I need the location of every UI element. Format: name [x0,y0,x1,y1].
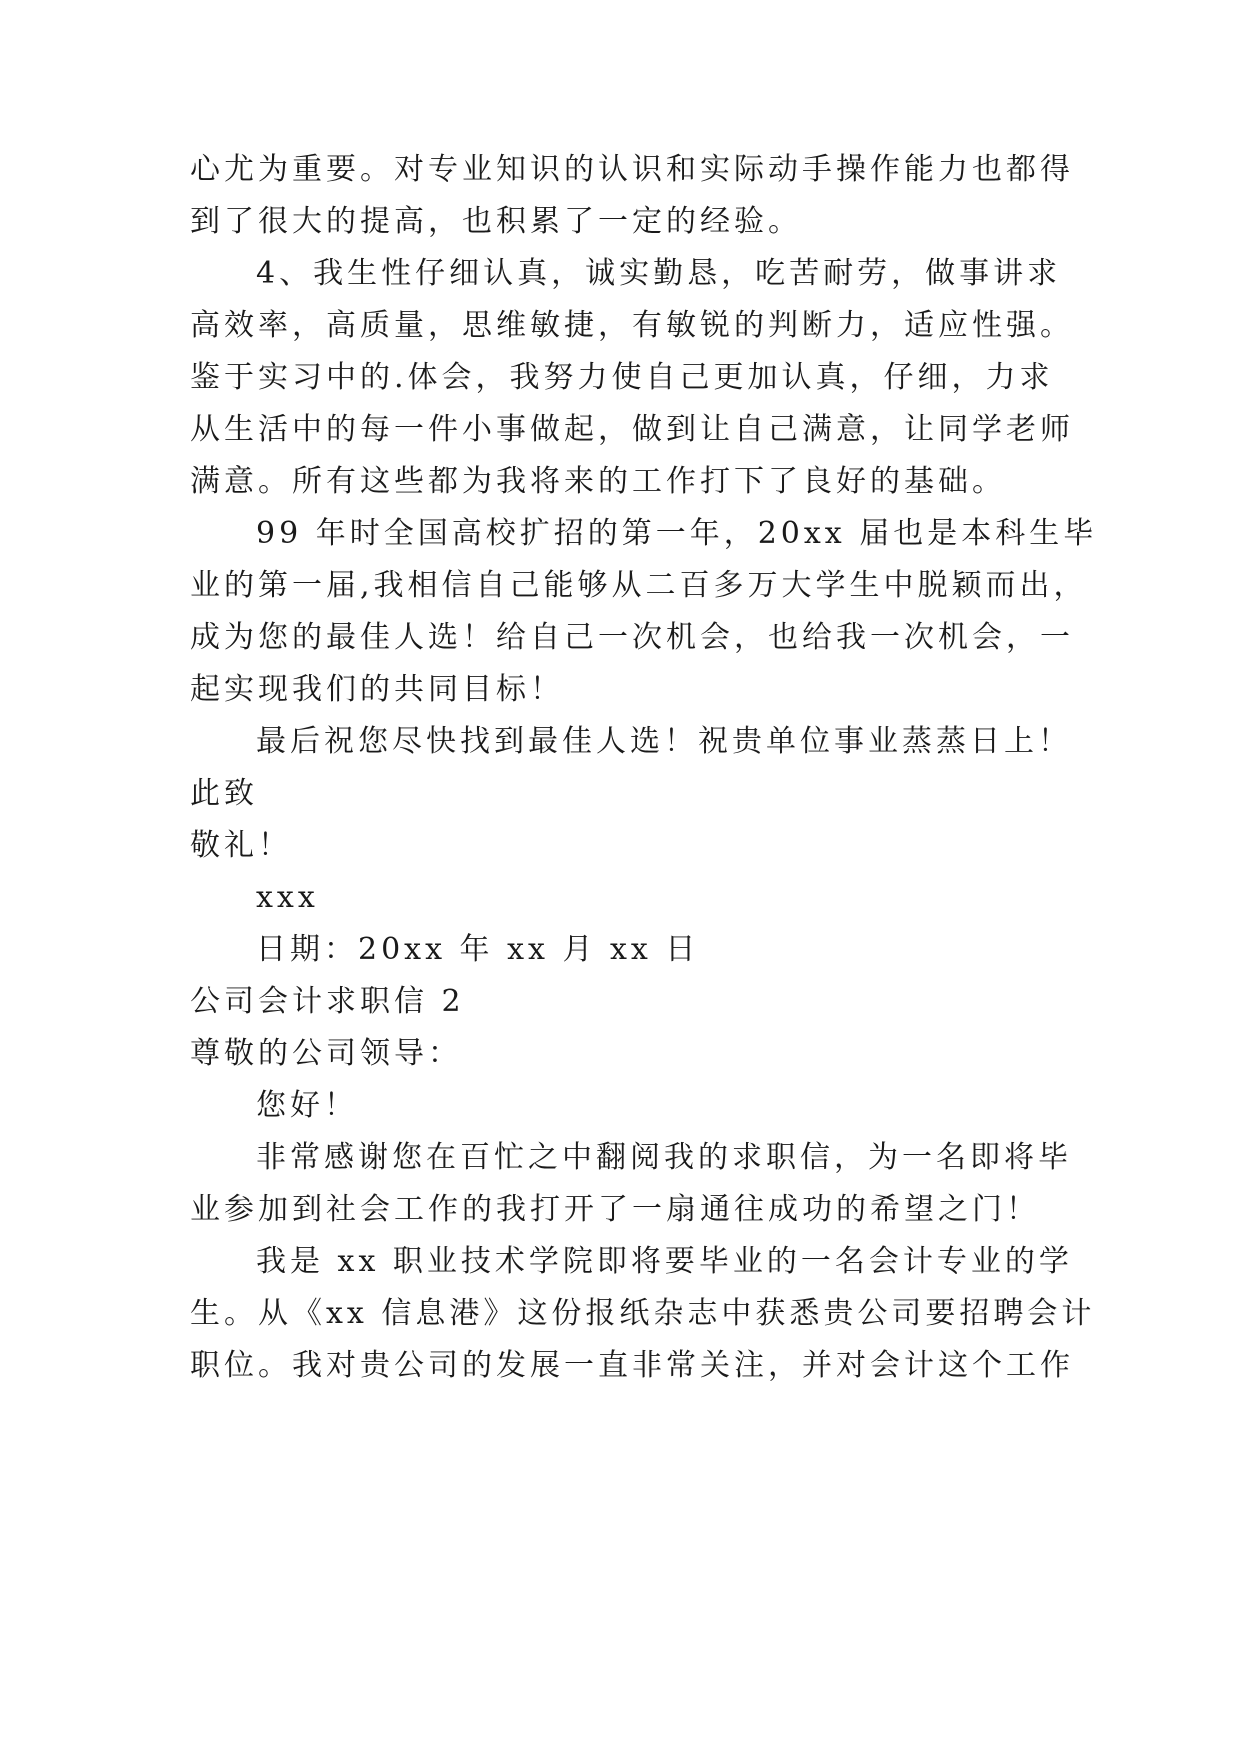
signature-name: xxx [256,880,319,915]
text-line: 职位。我对贵公司的发展一直非常关注，并对会计这个工作 [190,1348,1074,1383]
text-line: 到了很大的提高，也积累了一定的经验。 [190,204,802,239]
salutation: 尊敬的公司领导： [190,1036,462,1071]
text-line: 业的第一届,我相信自己能够从二百多万大学生中脱颖而出， [190,568,1088,603]
text-line: 鉴于实习中的.体会，我努力使自己更加认真，仔细，力求 [190,360,1054,395]
date-line: 日期：20xx 年 xx 月 xx 日 [256,932,700,967]
text-line: 心尤为重要。对专业知识的认识和实际动手操作能力也都得 [190,152,1074,187]
text-line: 此致 [190,776,258,811]
text-line: 从生活中的每一件小事做起，做到让自己满意，让同学老师 [190,412,1074,447]
text-line: 我是 xx 职业技术学院即将要毕业的一名会计专业的学 [256,1244,1073,1279]
text-line: 成为您的最佳人选！给自己一次机会，也给我一次机会，一 [190,620,1074,655]
text-line: 业参加到社会工作的我打开了一扇通往成功的希望之门！ [190,1192,1040,1227]
text-line: 敬礼！ [190,828,292,863]
text-line: 生。从《xx 信息港》这份报纸杂志中获悉贵公司要招聘会计 [190,1296,1096,1331]
text-line: 4、我生性仔细认真，诚实勤恳，吃苦耐劳，做事讲求 [256,256,1062,291]
text-line: 高效率，高质量，思维敏捷，有敏锐的判断力，适应性强。 [190,308,1074,343]
text-line: 满意。所有这些都为我将来的工作打下了良好的基础。 [190,464,1006,499]
text-line: 最后祝您尽快找到最佳人选！祝贵单位事业蒸蒸日上！ [256,724,1072,759]
text-line: 99 年时全国高校扩招的第一年，20xx 届也是本科生毕 [256,516,1098,551]
text-line: 非常感谢您在百忙之中翻阅我的求职信，为一名即将毕 [256,1140,1072,1175]
text-line: 起实现我们的共同目标！ [190,672,564,707]
section-title: 公司会计求职信 2 [190,984,465,1019]
greeting: 您好！ [256,1088,358,1123]
